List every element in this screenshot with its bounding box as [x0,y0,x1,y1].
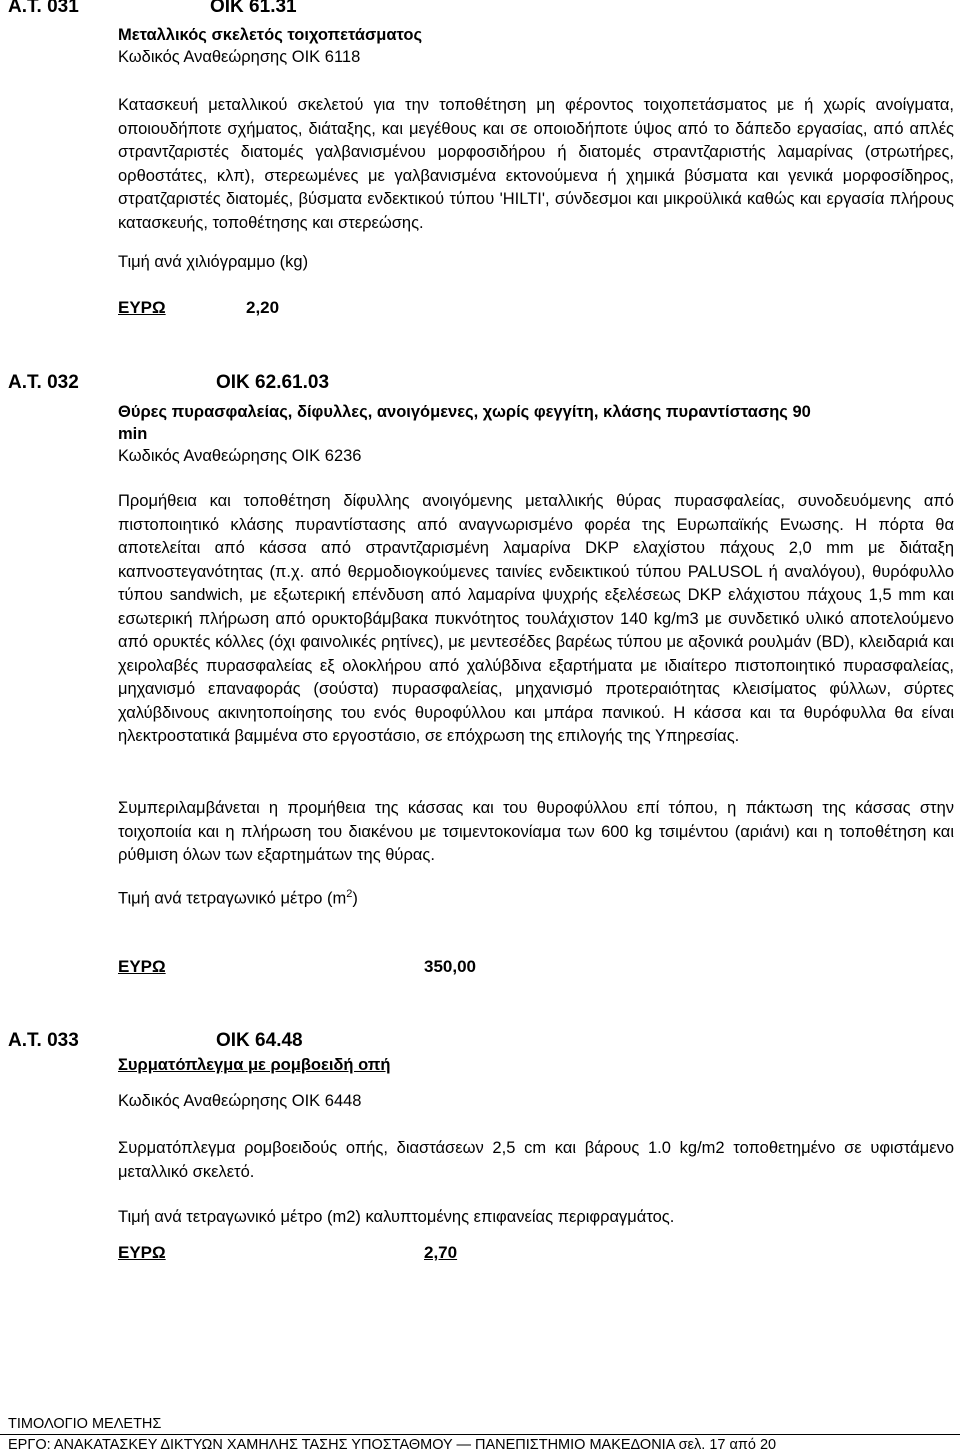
item-033-unit: Τιμή ανά τετραγωνικό μέτρο (m2) καλυπτομένης επιφανείας περιφραγμάτος. [118,1208,675,1226]
item-031-description [118,94,954,235]
item-033-revision: Κωδικός Αναθεώρησης ΟΙΚ 6448 [118,1092,362,1110]
item-033-at: Α.Τ. 033 [8,1030,79,1051]
item-031-paragraph: Κατασκευή μεταλλικού σκελετού για την τοποθέτηση μη φέροντος τοιχοπετάσματος με ή χωρίς ανοίγματα, οποιουδήποτε σχήματος, διάταξης, και μεγέθους και σε οποιοδήποτε ύψος από το δάπεδο εργασίας, από απλές στραντζαριστές διατομές γαλβανισμένου μορφοσιδήρου ή διατομές στραντζαριστής λαμαρίνας (στρωτήρες, ορθοστάτες, κλπ), στερεωμένες με γαλβανισμένα εκτονούμενα ή χημικά βύσματα και γενικά μορφοσίδηρος, στρατζαριστές διατομές, βύσματα ενδεκτικού τύπου 'HILTI', σύνδεσμοι και μικροϋλικά καθώς και εργασία πλήρους κατασκευής, τοποθέτησης και στερεώσης. [118,96,954,232]
item-033-currency: ΕΥΡΩ [118,1243,166,1262]
item-033-description [118,1137,954,1184]
item-032-title-line1: Θύρες πυρασφαλείας, δίφυλλες, ανοιγόμενες, χωρίς φεγγίτη, κλάσης πυραντίστασης 90 [118,403,811,421]
item-032-inclusions [118,797,954,868]
item-032-unit-prefix: Τιμή ανά τετραγωνικό μέτρο (m [118,889,347,908]
item-031-at: Α.Τ. 031 [8,0,79,17]
item-032-unit-suffix: ) [352,889,358,908]
item-032-paragraph1: Προμήθεια και τοποθέτηση δίφυλλης ανοιγόμενης μεταλλικής θύρας πυρασφαλείας, συνοδευόμενης από πιστοποιητικό κλάσης πυραντίστασης από αναγνωρισμένο φορέα της Ευρωπαϊκής Ενωσης. Η πόρτα θα αποτελείται από κάσσα από στραντζαρισμένη λαμαρίνα DKP ελαχίστου πάχους 2,0 mm με διάταξη καπνοστεγανότητας (π.χ. από θερμοδιογκούμενες ταινίες ενδεικτικού τύπου PALUSOL ή αναλόγου), θυρόφυλλο τύπου sandwich, με εξωτερική επένδυση από λαμαρίνα ψυχρής εξελέσεως DKP ελάχιστου πάχους 1,5 mm και εσωτερική πλήρωση από ορυκτοβάμβακα πυκνότητος τουλάχιστον 140 kg/m3 με συνδετικό υλικό αποτελούμενο από ορυκτές κόλλες (όχι φαινολικές ρητίνες), με μεντεσέδες βαρέως τύπου με αξονικά ρουλμάν (BD), κλειδαριά και χειρολαβές πυρασφαλείας εξ ολοκλήρου από χαλύβδινα εξαρτήματα με ιδιαίτερο πιστοποιητικό πυρασφαλείας, μηχανισμό επαναφοράς (σούστα) πυρασφαλείας, μηχανισμό προτεραιότητας κλεισίματος φύλλων, σύρτες χαλύβδινους ακινητοποίησης του ενός θυροφύλλου και μπάρα πανικού. Η κάσσα και τα θυρόφυλλα θα είναι ηλεκτροστατικά βαμμένα στο εργοστάσιο, σε επόχρωση της επιλογής της Υπηρεσίας. [118,492,954,745]
item-031-revision: Κωδικός Αναθεώρησης ΟΙΚ 6118 [118,48,361,66]
item-032-code: ΟΙΚ 62.61.03 [216,372,330,393]
item-031-unit: Τιμή ανά χιλιόγραμμο (kg) [118,253,309,271]
item-031-currency: ΕΥΡΩ [118,298,166,317]
item-032-unit [118,888,358,909]
item-033-code: ΟΙΚ 64.48 [216,1030,303,1051]
item-031-code: ΟΙΚ 61.31 [210,0,297,17]
item-032-title-line2: min [118,425,148,443]
item-033-paragraph: Συρματόπλεγμα ρομβοειδούς οπής, διαστάσεων 2,5 cm και βάρους 1.0 kg/m2 τοποθετημένο σε υφιστάμενο μεταλλικό σκελετό. [118,1139,954,1181]
item-032-revision: Κωδικός Αναθεώρησης ΟΙΚ 6236 [118,447,362,465]
item-032-description [118,490,954,749]
item-032-price: 350,00 [424,957,476,976]
footer-project: ΕΡΓΟ: ΑΝΑΚΑΤΑΣΚΕΥ ΔΙΚΤΥΩΝ ΧΑΜΗΛΗΣ ΤΑΣΗΣ ΥΠΟΣΤΑΘΜΟΥ — ΠΑΝΕΠΙΣΤΗΜΙΟ ΜΑΚΕΔΟΝΙΑ σελ. 17 από 20 [8,1437,777,1453]
item-031-price: 2,20 [246,298,280,317]
item-032-unit-sup: 2 [346,888,353,900]
item-032-currency: ΕΥΡΩ [118,957,166,976]
item-033-price: 2,70 [424,1243,458,1262]
item-032-at: Α.Τ. 032 [8,372,79,393]
item-031-title: Μεταλλικός σκελετός τοιχοπετάσματος [118,26,423,44]
footer-title: ΤΙΜΟΛΟΓΙΟ ΜΕΛΕΤΗΣ [8,1416,162,1432]
item-032-paragraph2: Συμπεριλαμβάνεται η προμήθεια της κάσσας και του θυροφύλλου επί τόπου, η πάκτωση της κάσσας στην τοιχοποιία και η πλήρωση του διακένου με τσιμεντοκονίαμα των 600 kg τσιμέντου (αριάνι) και η τοποθέτηση και ρύθμιση όλων των εξαρτημάτων της θύρας. [118,799,954,864]
item-033-title: Συρματόπλεγμα με ρομβοειδή οπή [118,1056,391,1074]
footer-divider [0,1434,960,1435]
